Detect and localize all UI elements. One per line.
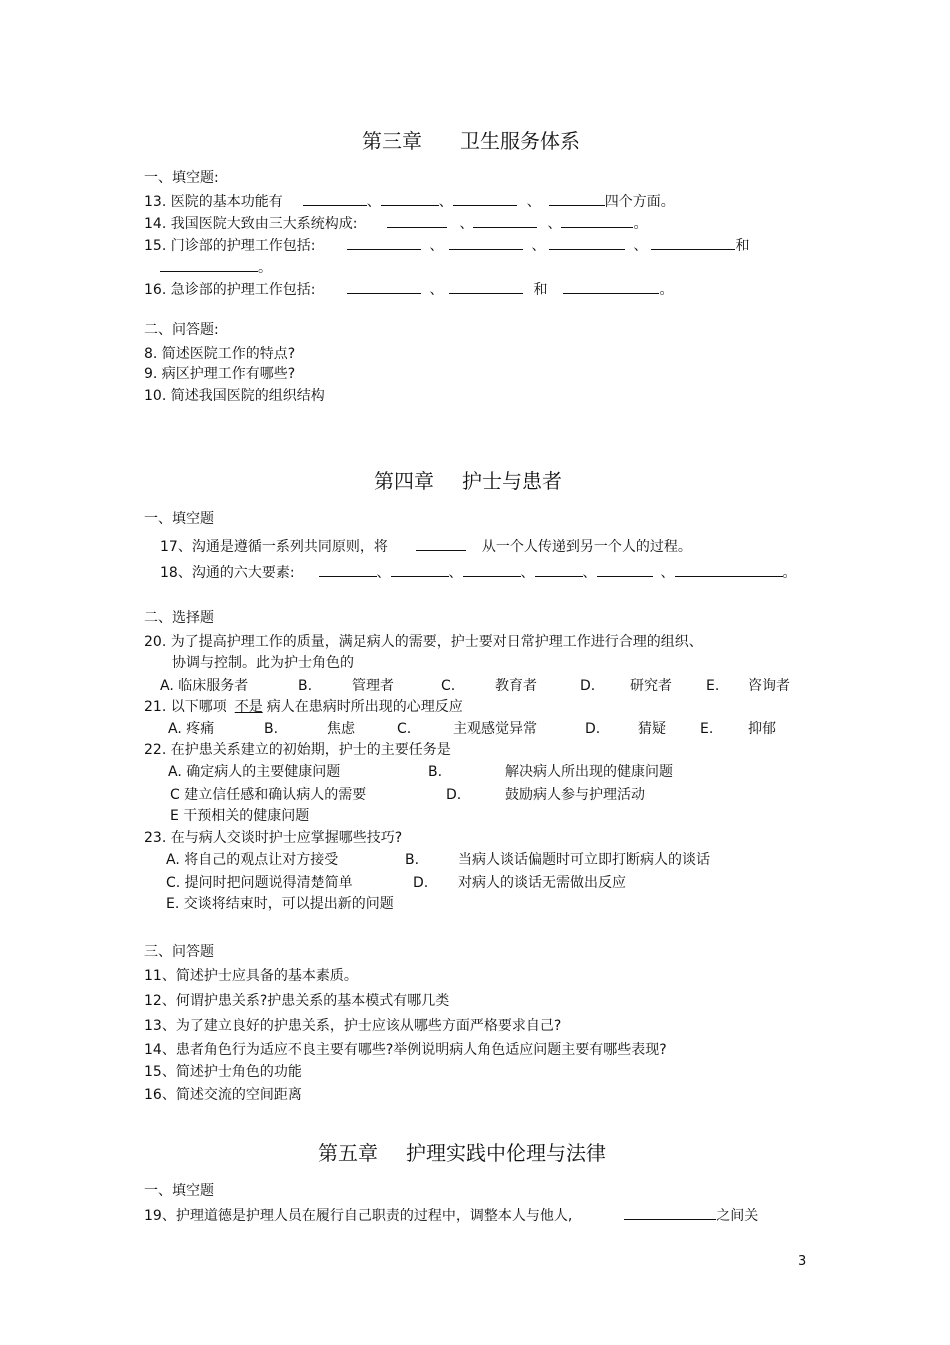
blank[interactable] xyxy=(303,190,367,206)
q13-end: 四个方面。 xyxy=(604,194,675,210)
q23-option-b-label[interactable]: B. xyxy=(405,852,420,868)
blank[interactable] xyxy=(549,234,625,250)
q20-option-b-label[interactable]: B. xyxy=(298,678,313,694)
ch5-q19 xyxy=(144,1204,758,1226)
q15-text: 15. 门诊部的护理工作包括: xyxy=(144,238,316,254)
q21-pre: 21. 以下哪项 xyxy=(144,699,227,715)
sep: 、 xyxy=(366,194,381,210)
q20-option-c[interactable]: 教育者 xyxy=(495,678,537,694)
q21-option-c[interactable]: 主观感觉异常 xyxy=(453,721,537,737)
q19-end: 之间关 xyxy=(716,1208,759,1224)
and-word: 和 xyxy=(735,238,750,254)
q22-option-b-label[interactable]: B. xyxy=(428,764,443,780)
chapter-5-title xyxy=(318,1139,606,1167)
and-word: 和 xyxy=(533,282,548,298)
q23-option-d[interactable]: 对病人的谈话无需做出反应 xyxy=(458,875,626,891)
blank[interactable] xyxy=(651,234,735,250)
q23-option-d-label[interactable]: D. xyxy=(413,875,429,891)
ch3-section-qa: 二、问答题: xyxy=(144,322,219,338)
blank[interactable] xyxy=(391,561,449,577)
ch4-qa-item: 14、患者角色行为适应不良主要有哪些?举例说明病人角色适应问题主要有哪些表现? xyxy=(144,1042,667,1058)
q21-stem xyxy=(144,697,463,717)
blank[interactable] xyxy=(381,190,439,206)
q20-option-b[interactable]: 管理者 xyxy=(352,678,394,694)
q20-option-e-label[interactable]: E. xyxy=(706,678,720,694)
q18-end: 。 xyxy=(782,565,797,581)
q17-text: 17、沟通是遵循一系列共同原则，将 xyxy=(160,539,388,555)
q21-option-e-label[interactable]: E. xyxy=(700,721,714,737)
blank[interactable] xyxy=(449,278,523,294)
blank[interactable] xyxy=(597,561,653,577)
q20-option-d-label[interactable]: D. xyxy=(580,678,596,694)
q23-option-e[interactable]: E. 交谈将结束时，可以提出新的问题 xyxy=(166,896,394,912)
sep: 、 xyxy=(448,565,463,581)
chapter-5-number: 第五章 xyxy=(318,1141,378,1165)
ch3-q16 xyxy=(144,278,673,300)
q20-option-e[interactable]: 咨询者 xyxy=(748,678,790,694)
ch4-qa-item: 13、为了建立良好的护患关系，护士应该从哪些方面严格要求自己? xyxy=(144,1018,562,1034)
ch3-q15-cont xyxy=(160,256,272,278)
sep: 、 xyxy=(429,282,444,298)
blank[interactable] xyxy=(563,278,659,294)
q21-option-b[interactable]: 焦虑 xyxy=(327,721,355,737)
q15-end: 。 xyxy=(258,260,272,276)
sep: 、 xyxy=(520,565,535,581)
blank[interactable] xyxy=(160,256,258,272)
ch3-qa-item: 10. 简述我国医院的组织结构 xyxy=(144,388,325,404)
q14-text: 14. 我国医院大致由三大系统构成: xyxy=(144,216,358,232)
q20-line1: 20. 为了提高护理工作的质量，满足病人的需要，护士要对日常护理工作进行合理的组织、 xyxy=(144,634,703,650)
blank[interactable] xyxy=(561,212,633,228)
blank[interactable] xyxy=(473,212,537,228)
q14-end: 。 xyxy=(633,216,648,232)
q20-option-c-label[interactable]: C. xyxy=(441,678,456,694)
q16-end: 。 xyxy=(659,282,674,298)
blank[interactable] xyxy=(453,190,517,206)
q22-option-d[interactable]: 鼓励病人参与护理活动 xyxy=(505,787,645,803)
q22-option-b[interactable]: 解决病人所出现的健康问题 xyxy=(505,764,673,780)
chapter-4-number: 第四章 xyxy=(374,469,434,493)
ch4-qa-item: 12、何谓护患关系?护患关系的基本模式有哪几类 xyxy=(144,993,450,1009)
q23-stem: 23. 在与病人交谈时护士应掌握哪些技巧? xyxy=(144,830,403,846)
ch3-q15 xyxy=(144,234,749,256)
q20-option-a[interactable]: A. 临床服务者 xyxy=(160,678,249,694)
sep: 、 xyxy=(547,216,562,232)
chapter-3-number: 第三章 xyxy=(362,129,422,153)
sep: 、 xyxy=(429,238,444,254)
ch4-q17 xyxy=(160,535,692,557)
q23-option-a[interactable]: A. 将自己的观点让对方接受 xyxy=(166,852,339,868)
ch4-section-choice: 二、选择题 xyxy=(144,610,214,626)
blank[interactable] xyxy=(347,278,421,294)
q17-end: 从一个人传递到另一个人的过程。 xyxy=(481,539,692,555)
chapter-3-title xyxy=(362,127,580,155)
q21-option-e[interactable]: 抑郁 xyxy=(748,721,776,737)
q22-option-a[interactable]: A. 确定病人的主要健康问题 xyxy=(168,764,341,780)
q22-stem: 22. 在护患关系建立的初始期，护士的主要任务是 xyxy=(144,742,451,758)
sep: 、 xyxy=(459,216,474,232)
blank[interactable] xyxy=(535,561,583,577)
sep: 、 xyxy=(633,238,648,254)
q19-text: 19、护理道德是护理人员在履行自己职责的过程中，调整本人与他人, xyxy=(144,1208,573,1224)
sep: 、 xyxy=(660,565,675,581)
q23-option-c[interactable]: C. 提问时把问题说得清楚简单 xyxy=(166,875,353,891)
q21-option-d-label[interactable]: D. xyxy=(585,721,601,737)
sep: 、 xyxy=(438,194,453,210)
blank[interactable] xyxy=(463,561,521,577)
ch3-qa-item: 8. 简述医院工作的特点? xyxy=(144,346,296,362)
q21-emphasis: 不是 xyxy=(234,699,263,715)
blank[interactable] xyxy=(624,1204,716,1220)
q21-option-d[interactable]: 猜疑 xyxy=(638,721,666,737)
q20-option-d[interactable]: 研究者 xyxy=(630,678,672,694)
page-number: 3 xyxy=(798,1254,807,1269)
q16-text: 16. 急诊部的护理工作包括: xyxy=(144,282,316,298)
q21-option-c-label[interactable]: C. xyxy=(397,721,412,737)
blank[interactable] xyxy=(387,212,447,228)
chapter-4-name: 护士与患者 xyxy=(462,469,562,493)
ch3-q14 xyxy=(144,212,647,234)
sep: 、 xyxy=(376,565,391,581)
chapter-5-name: 护理实践中伦理与法律 xyxy=(406,1141,606,1165)
blank[interactable] xyxy=(347,234,421,250)
q23-option-b[interactable]: 当病人谈话偏题时可立即打断病人的谈话 xyxy=(458,852,710,868)
ch3-qa-item: 9. 病区护理工作有哪些? xyxy=(144,366,296,382)
chapter-3-name: 卫生服务体系 xyxy=(460,129,580,153)
q18-text: 18、沟通的六大要素: xyxy=(160,565,295,581)
ch4-qa-item: 16、简述交流的空间距离 xyxy=(144,1087,302,1103)
q22-option-e[interactable]: E 干预相关的健康问题 xyxy=(170,808,310,824)
ch4-qa-item: 11、简述护士应具备的基本素质。 xyxy=(144,968,358,984)
q22-option-c[interactable]: C 建立信任感和确认病人的需要 xyxy=(170,787,367,803)
q21-option-a[interactable]: A. 疼痛 xyxy=(168,721,215,737)
ch4-section-qa: 三、问答题 xyxy=(144,944,214,960)
ch4-q18 xyxy=(160,561,797,583)
sep: 、 xyxy=(582,565,597,581)
q21-option-b-label[interactable]: B. xyxy=(264,721,279,737)
ch4-qa-item: 15、简述护士角色的功能 xyxy=(144,1064,302,1080)
ch5-section-fill: 一、填空题 xyxy=(144,1183,214,1199)
blank[interactable] xyxy=(416,535,466,551)
ch4-section-fill: 一、填空题 xyxy=(144,511,214,527)
ch3-q13 xyxy=(144,190,675,212)
blank[interactable] xyxy=(449,234,523,250)
q20-line2: 协调与控制。此为护士角色的 xyxy=(172,655,354,671)
ch3-section-fill: 一、填空题: xyxy=(144,170,219,186)
blank[interactable] xyxy=(319,561,377,577)
sep: 、 xyxy=(526,194,541,210)
blank[interactable] xyxy=(675,561,783,577)
q21-post: 病人在患病时所出现的心理反应 xyxy=(266,699,463,715)
sep: 、 xyxy=(531,238,546,254)
q22-option-d-label[interactable]: D. xyxy=(446,787,462,803)
q13-text: 13. 医院的基本功能有 xyxy=(144,194,283,210)
chapter-4-title xyxy=(374,467,562,495)
blank[interactable] xyxy=(549,190,605,206)
